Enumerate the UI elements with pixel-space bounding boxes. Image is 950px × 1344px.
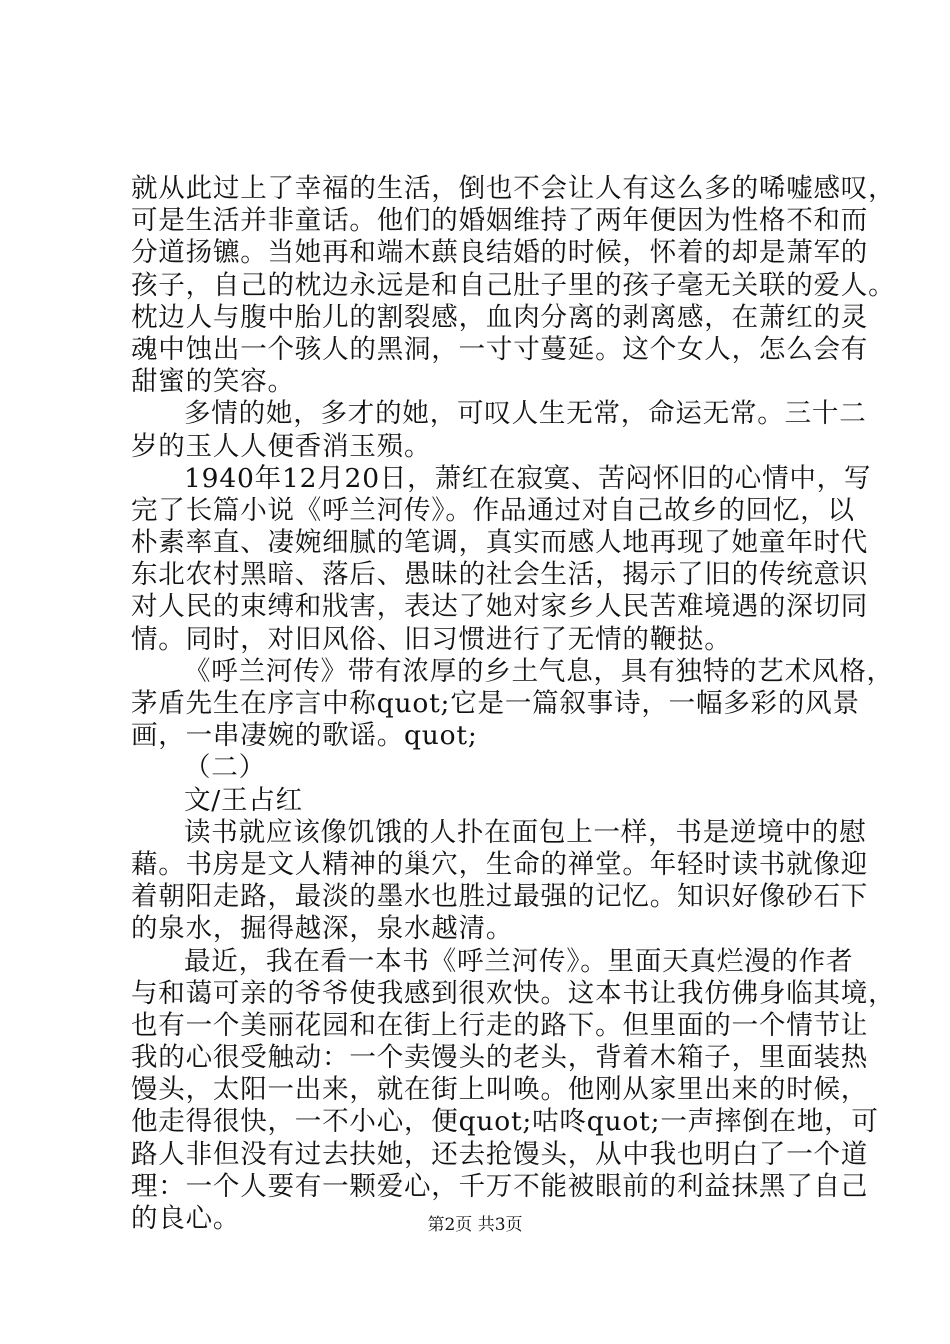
- text-line: 读书就应该像饥饿的人扑在面包上一样，书是逆境中的慰: [184, 816, 867, 848]
- text-line: 与和蔼可亲的爷爷使我感到很欢快。这本书让我仿佛身临其境，: [131, 977, 896, 1009]
- text-line: 理：一个人要有一颗爱心，千万不能被眼前的利益抹黑了自己: [131, 1170, 869, 1202]
- text-line: 的良心。: [131, 1203, 241, 1234]
- text-line: 枕边人与腹中胎儿的割裂感，血肉分离的剥离感，在萧红的灵: [131, 301, 869, 333]
- text-line: 也有一个美丽花园和在街上行走的路下。但里面的一个情节让: [131, 1009, 869, 1041]
- text-line: 可是生活并非童话。他们的婚姻维持了两年便因为性格不和而: [131, 205, 869, 237]
- text-line: 1940年12月20日，萧红在寂寞、苦闷怀旧的心情中，写: [184, 462, 872, 494]
- text-line: 馒头，太阳一出来，就在街上叫唤。他刚从家里出来的时候，: [131, 1074, 869, 1106]
- page-number-footer: 第2页 共3页: [427, 1215, 523, 1235]
- text-line: 岁的玉人人便香消玉殒。: [131, 430, 432, 462]
- text-line: 完了长篇小说《呼兰河传》。作品通过对自己故乡的回忆，以: [131, 494, 855, 526]
- body-text: [131, 173, 896, 1235]
- text-line: 多情的她，多才的她，可叹人生无常，命运无常。三十二: [184, 398, 867, 430]
- text-line: 《呼兰河传》带有浓厚的乡土气息，具有独特的艺术风格，: [184, 655, 894, 687]
- text-line: 着朝阳走路，最淡的墨水也胜过最强的记忆。知识好像砂石下: [131, 881, 869, 913]
- section-heading: （二）: [184, 752, 266, 784]
- text-line: 就从此过上了幸福的生活，倒也不会让人有这么多的唏嘘感叹，: [131, 173, 896, 204]
- text-line: 甜蜜的笑容。: [131, 366, 295, 398]
- text-line: 的泉水，掘得越深，泉水越清。: [131, 913, 514, 945]
- text-line: 情。同时，对旧风俗、旧习惯进行了无情的鞭挞。: [131, 623, 732, 655]
- text-line: 分道扬镳。当她再和端木蕻良结婚的时候，怀着的却是萧军的: [131, 237, 869, 269]
- text-line: 对人民的束缚和戕害，表达了她对家乡人民苦难境遇的深切同: [131, 591, 869, 623]
- text-line: 藉。书房是文人精神的巢穴，生命的禅堂。年轻时读书就像迎: [131, 848, 869, 880]
- text-line: 他走得很快，一不小心，便quot;咕咚quot;一声摔倒在地，可: [131, 1106, 879, 1138]
- text-line: 东北农村黑暗、落后、愚昧的社会生活，揭示了旧的传统意识: [131, 559, 869, 591]
- text-line: 朴素率直、凄婉细腻的笔调，真实而感人地再现了她童年时代: [131, 527, 869, 559]
- text-line: 路人非但没有过去扶她，还去抢馒头，从中我也明白了一个道: [131, 1138, 869, 1170]
- text-line: 茅盾先生在序言中称quot;它是一篇叙事诗，一幅多彩的风景: [131, 688, 860, 719]
- text-line: 孩子，自己的枕边永远是和自己肚子里的孩子毫无关联的爱人。: [131, 269, 896, 301]
- text-line: 魂中蚀出一个骇人的黑洞，一寸寸蔓延。这个女人，怎么会有: [131, 333, 869, 365]
- text-line: 画，一串凄婉的歌谣。quot;: [131, 720, 478, 752]
- text-line: 我的心很受触动：一个卖馒头的老头，背着木箱子，里面装热: [131, 1042, 869, 1074]
- text-line: 最近，我在看一本书《呼兰河传》。里面天真烂漫的作者: [184, 945, 854, 977]
- author-line: 文/王占红: [184, 784, 303, 816]
